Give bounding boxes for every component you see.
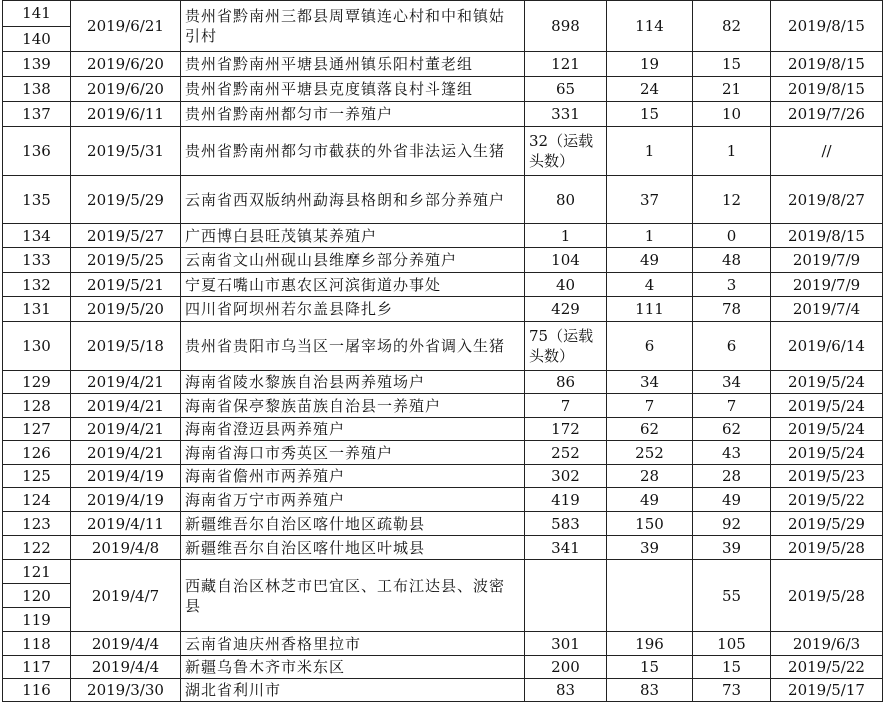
table-row	[3, 394, 883, 418]
row-id-cell	[3, 102, 71, 127]
infected-count: 19	[607, 52, 693, 77]
outbreak-location: 四川省阿坝州若尔盖县降扎乡	[181, 297, 525, 322]
lifted-date: 2019/5/29	[771, 512, 883, 536]
row-id: 119	[3, 607, 70, 631]
outbreak-date: 2019/4/4	[71, 656, 181, 679]
death-count: 82	[693, 1, 771, 52]
lifted-date: 2019/7/26	[771, 102, 883, 127]
outbreak-date: 2019/4/21	[71, 441, 181, 465]
table-row	[3, 679, 883, 702]
row-id: 131	[22, 300, 51, 318]
outbreak-date: 2019/5/18	[71, 322, 181, 371]
row-id-cell	[3, 512, 71, 536]
table-row	[3, 297, 883, 322]
table-row	[3, 656, 883, 679]
outbreak-location: 新疆维吾尔自治区喀什地区疏勒县	[181, 512, 525, 536]
table-row	[3, 248, 883, 273]
total-pigs: 583	[525, 512, 607, 536]
infected-count: 39	[607, 536, 693, 560]
infected-count: 4	[607, 273, 693, 297]
lifted-date: 2019/5/24	[771, 441, 883, 465]
infected-count: 15	[607, 102, 693, 127]
outbreak-location: 海南省澄迈县两养殖户	[181, 418, 525, 441]
lifted-date: 2019/5/22	[771, 656, 883, 679]
outbreak-date: 2019/5/27	[71, 224, 181, 248]
death-count: 15	[693, 656, 771, 679]
row-id-cell	[3, 127, 71, 176]
death-count: 48	[693, 248, 771, 273]
infected-count: 24	[607, 77, 693, 102]
outbreak-date: 2019/4/21	[71, 394, 181, 418]
row-id-cell	[3, 441, 71, 465]
row-id-cell	[3, 488, 71, 512]
total-pigs: 80	[525, 176, 607, 224]
row-id: 138	[22, 80, 51, 98]
table-row	[3, 52, 883, 77]
outbreak-date: 2019/4/4	[71, 632, 181, 656]
row-id: 117	[22, 658, 51, 676]
lifted-date: 2019/8/15	[771, 224, 883, 248]
lifted-date: 2019/5/22	[771, 488, 883, 512]
outbreak-location: 贵州省黔南州都匀市截获的外省非法运入生猪	[181, 127, 525, 176]
outbreak-location: 贵州省贵阳市乌当区一屠宰场的外省调入生猪	[181, 322, 525, 371]
table-row	[3, 632, 883, 656]
table-row	[3, 488, 883, 512]
total-pigs	[525, 560, 607, 632]
lifted-date: 2019/5/24	[771, 394, 883, 418]
row-id: 116	[22, 681, 51, 699]
death-count: 34	[693, 371, 771, 394]
row-id: 135	[22, 190, 51, 209]
lifted-date: 2019/5/28	[771, 560, 883, 632]
outbreak-date: 2019/4/19	[71, 465, 181, 488]
lifted-date: 2019/8/27	[771, 176, 883, 224]
death-count: 0	[693, 224, 771, 248]
row-id-cell	[3, 248, 71, 273]
total-pigs: 86	[525, 371, 607, 394]
death-count: 10	[693, 102, 771, 127]
outbreak-location: 广西博白县旺茂镇某养殖户	[181, 224, 525, 248]
total-pigs: 83	[525, 679, 607, 702]
death-count: 3	[693, 273, 771, 297]
death-count: 105	[693, 632, 771, 656]
row-id: 132	[22, 275, 51, 294]
row-id: 141	[22, 4, 51, 23]
lifted-date: //	[771, 127, 883, 176]
total-pigs: 1	[525, 224, 607, 248]
lifted-date: 2019/7/9	[771, 248, 883, 273]
infected-count: 111	[607, 297, 693, 322]
row-id: 118	[22, 634, 51, 653]
row-id: 139	[22, 55, 51, 73]
outbreak-table	[2, 0, 883, 702]
outbreak-location: 湖北省利川市	[181, 679, 525, 702]
row-id: 125	[22, 467, 51, 485]
infected-count: 83	[607, 679, 693, 702]
total-pigs: 252	[525, 441, 607, 465]
row-id: 136	[22, 142, 51, 160]
total-pigs: 898	[525, 1, 607, 52]
infected-count: 28	[607, 465, 693, 488]
table-row	[3, 536, 883, 560]
outbreak-location: 海南省万宁市两养殖户	[181, 488, 525, 512]
death-count: 92	[693, 512, 771, 536]
outbreak-date: 2019/5/25	[71, 248, 181, 273]
row-id-cell	[3, 560, 71, 632]
outbreak-date: 2019/6/11	[71, 102, 181, 127]
total-pigs: 121	[525, 52, 607, 77]
row-id-cell	[3, 297, 71, 322]
total-pigs: 65	[525, 77, 607, 102]
outbreak-location: 新疆乌鲁木齐市米东区	[181, 656, 525, 679]
death-count: 21	[693, 77, 771, 102]
infected-count: 34	[607, 371, 693, 394]
row-id: 134	[22, 226, 51, 245]
outbreak-date: 2019/5/29	[71, 176, 181, 224]
row-id-cell	[3, 273, 71, 297]
total-pigs: 429	[525, 297, 607, 322]
row-id: 140	[3, 26, 70, 52]
row-id-cell	[3, 1, 71, 52]
lifted-date: 2019/6/3	[771, 632, 883, 656]
outbreak-date: 2019/6/20	[71, 77, 181, 102]
outbreak-location: 海南省保亭黎族苗族自治县一养殖户	[181, 394, 525, 418]
infected-count: 37	[607, 176, 693, 224]
row-id: 128	[22, 396, 51, 415]
row-id-cell	[3, 52, 71, 77]
row-id: 120	[3, 583, 70, 607]
total-pigs: 301	[525, 632, 607, 656]
infected-count: 15	[607, 656, 693, 679]
table-row	[3, 176, 883, 224]
outbreak-location: 贵州省黔南州三都县周覃镇连心村和中和镇姑引村	[181, 1, 525, 52]
row-id-cell	[3, 77, 71, 102]
row-id-cell	[3, 679, 71, 702]
row-id: 129	[22, 373, 51, 391]
outbreak-date: 2019/5/21	[71, 273, 181, 297]
infected-count: 7	[607, 394, 693, 418]
death-count: 62	[693, 418, 771, 441]
infected-count: 49	[607, 248, 693, 273]
death-count: 1	[693, 127, 771, 176]
lifted-date: 2019/5/23	[771, 465, 883, 488]
outbreak-date: 2019/4/11	[71, 512, 181, 536]
total-pigs: 40	[525, 273, 607, 297]
death-count: 49	[693, 488, 771, 512]
lifted-date: 2019/8/15	[771, 1, 883, 52]
death-count: 39	[693, 536, 771, 560]
table-row	[3, 1, 883, 52]
outbreak-location: 贵州省黔南州都匀市一养殖户	[181, 102, 525, 127]
infected-count	[607, 560, 693, 632]
outbreak-location: 宁夏石嘴山市惠农区河滨街道办事处	[181, 273, 525, 297]
lifted-date: 2019/5/17	[771, 679, 883, 702]
row-id: 126	[22, 443, 51, 462]
infected-count: 6	[607, 322, 693, 371]
infected-count: 196	[607, 632, 693, 656]
total-pigs: 32（运载头数）	[525, 127, 607, 176]
death-count: 15	[693, 52, 771, 77]
table-row	[3, 465, 883, 488]
row-id-cell	[3, 418, 71, 441]
lifted-date: 2019/5/28	[771, 536, 883, 560]
death-count: 7	[693, 394, 771, 418]
total-pigs: 302	[525, 465, 607, 488]
total-pigs: 104	[525, 248, 607, 273]
outbreak-location: 西藏自治区林芝市巴宜区、工布江达县、波密县	[181, 560, 525, 632]
row-id-cell	[3, 465, 71, 488]
row-id: 137	[22, 105, 51, 123]
infected-count: 1	[607, 224, 693, 248]
table-row	[3, 224, 883, 248]
row-id: 124	[22, 490, 51, 509]
total-pigs: 200	[525, 656, 607, 679]
lifted-date: 2019/7/4	[771, 297, 883, 322]
row-id-cell	[3, 656, 71, 679]
outbreak-date: 2019/4/21	[71, 418, 181, 441]
infected-count: 150	[607, 512, 693, 536]
outbreak-date: 2019/5/20	[71, 297, 181, 322]
outbreak-location: 贵州省黔南州平塘县克度镇落良村斗篷组	[181, 77, 525, 102]
row-id-cell	[3, 176, 71, 224]
row-id-cell	[3, 224, 71, 248]
outbreak-location: 云南省文山州砚山县维摩乡部分养殖户	[181, 248, 525, 273]
table-row	[3, 371, 883, 394]
lifted-date: 2019/8/15	[771, 77, 883, 102]
outbreak-date: 2019/4/7	[71, 560, 181, 632]
death-count: 6	[693, 322, 771, 371]
table-row	[3, 560, 883, 632]
death-count: 12	[693, 176, 771, 224]
total-pigs: 172	[525, 418, 607, 441]
outbreak-location: 贵州省黔南州平塘县通州镇乐阳村董老组	[181, 52, 525, 77]
row-id: 121	[22, 562, 51, 581]
death-count: 73	[693, 679, 771, 702]
infected-count: 1	[607, 127, 693, 176]
outbreak-location: 云南省迪庆州香格里拉市	[181, 632, 525, 656]
lifted-date: 2019/7/9	[771, 273, 883, 297]
row-id: 133	[22, 251, 51, 269]
outbreak-date: 2019/5/31	[71, 127, 181, 176]
table-row	[3, 441, 883, 465]
total-pigs: 75（运载头数）	[525, 322, 607, 371]
row-id-cell	[3, 632, 71, 656]
lifted-date: 2019/6/14	[771, 322, 883, 371]
death-count: 78	[693, 297, 771, 322]
outbreak-date: 2019/4/21	[71, 371, 181, 394]
outbreak-date: 2019/3/30	[71, 679, 181, 702]
total-pigs: 341	[525, 536, 607, 560]
death-count: 28	[693, 465, 771, 488]
lifted-date: 2019/5/24	[771, 371, 883, 394]
row-id-cell	[3, 536, 71, 560]
outbreak-location: 海南省陵水黎族自治县两养殖场户	[181, 371, 525, 394]
outbreak-date: 2019/4/8	[71, 536, 181, 560]
infected-count: 49	[607, 488, 693, 512]
infected-count: 252	[607, 441, 693, 465]
row-id-cell	[3, 394, 71, 418]
row-id: 123	[22, 514, 51, 533]
row-id-cell	[3, 371, 71, 394]
table-row	[3, 102, 883, 127]
outbreak-location: 海南省海口市秀英区一养殖户	[181, 441, 525, 465]
outbreak-date: 2019/4/19	[71, 488, 181, 512]
table-row	[3, 418, 883, 441]
infected-count: 114	[607, 1, 693, 52]
table-row	[3, 273, 883, 297]
table-row	[3, 512, 883, 536]
infected-count: 62	[607, 418, 693, 441]
death-count: 43	[693, 441, 771, 465]
total-pigs: 331	[525, 102, 607, 127]
row-id: 130	[22, 337, 51, 355]
table-row	[3, 322, 883, 371]
row-id-cell	[3, 322, 71, 371]
row-id: 127	[22, 420, 51, 438]
outbreak-date: 2019/6/20	[71, 52, 181, 77]
lifted-date: 2019/5/24	[771, 418, 883, 441]
lifted-date: 2019/8/15	[771, 52, 883, 77]
row-id: 122	[22, 538, 51, 557]
outbreak-location: 海南省儋州市两养殖户	[181, 465, 525, 488]
table-row	[3, 77, 883, 102]
table-row	[3, 127, 883, 176]
total-pigs: 7	[525, 394, 607, 418]
outbreak-location: 云南省西双版纳州勐海县格朗和乡部分养殖户	[181, 176, 525, 224]
outbreak-date: 2019/6/21	[71, 1, 181, 52]
total-pigs: 419	[525, 488, 607, 512]
outbreak-location: 新疆维吾尔自治区喀什地区叶城县	[181, 536, 525, 560]
death-count: 55	[693, 560, 771, 632]
